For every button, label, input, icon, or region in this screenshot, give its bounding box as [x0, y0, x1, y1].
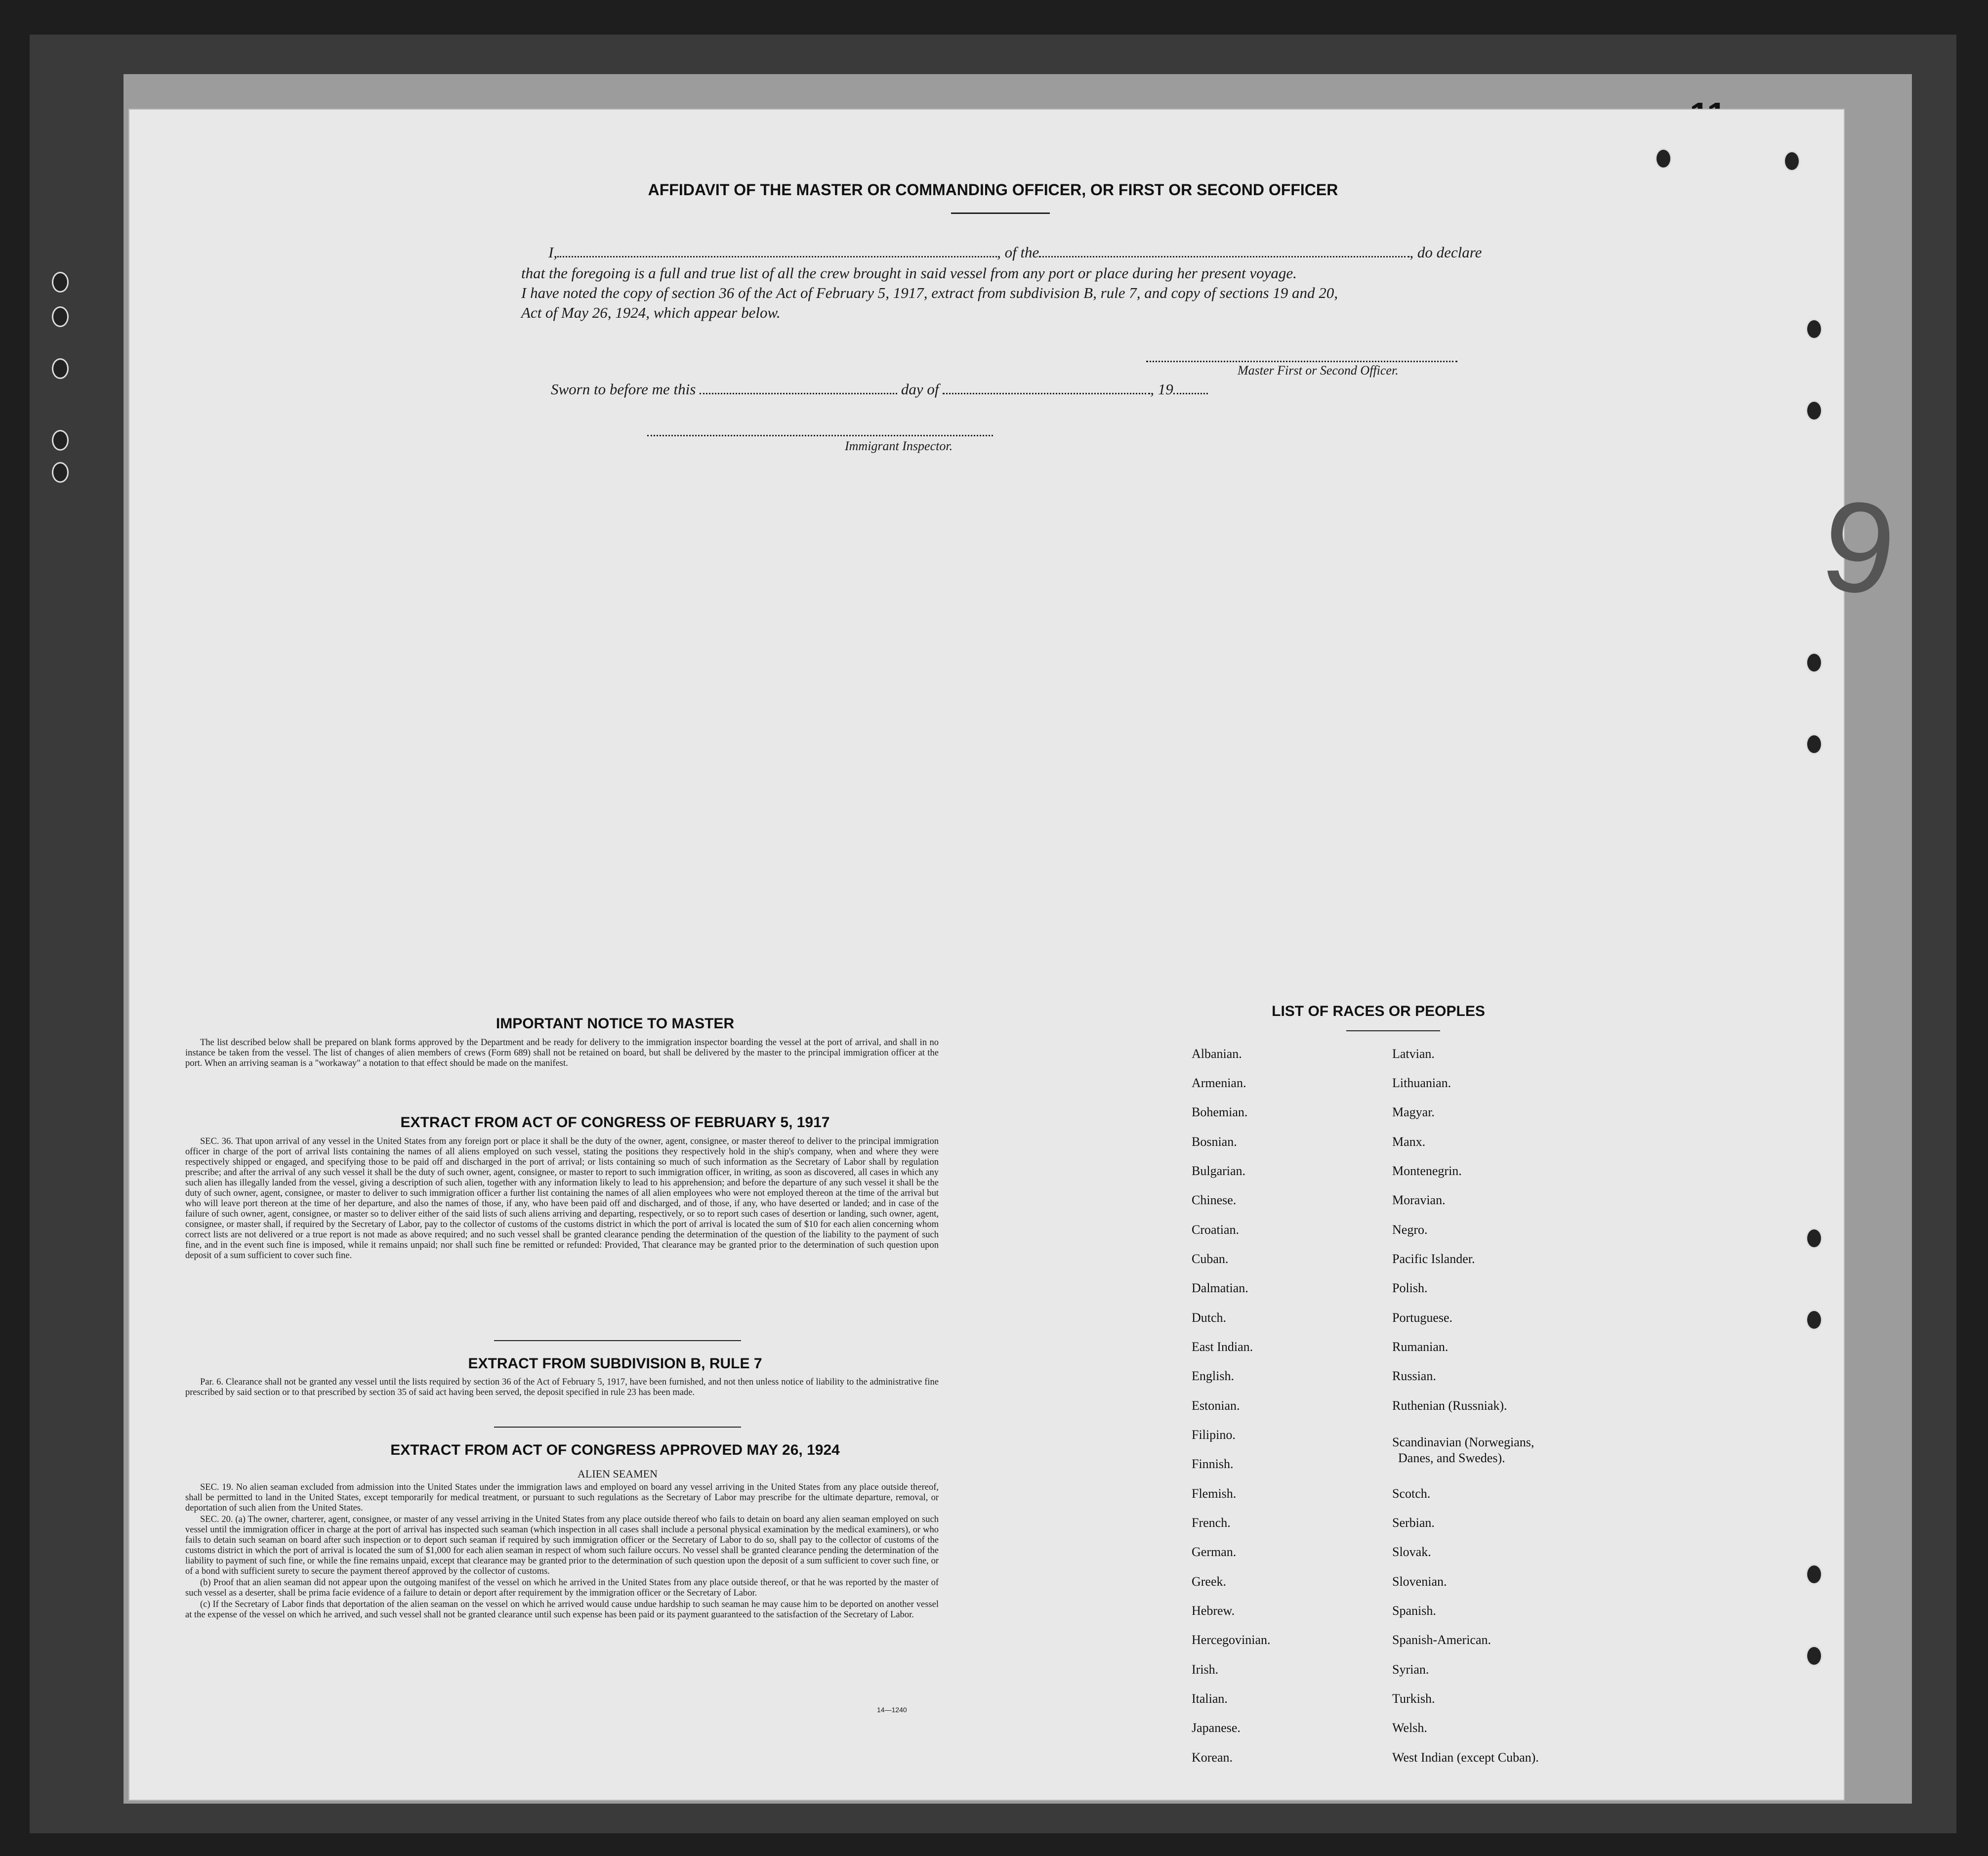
race-item: Albanian.: [1192, 1047, 1242, 1061]
extract-1917-title: EXTRACT FROM ACT OF CONGRESS OF FEBRUARY 5, 1917: [400, 1114, 830, 1131]
race-item: Chinese.: [1192, 1193, 1237, 1207]
races-title: LIST OF RACES OR PEOPLES: [1272, 1003, 1485, 1019]
sworn-prefix: Sworn to before me this: [551, 380, 696, 398]
declaration-line: [548, 244, 1482, 261]
race-item: Spanish-American.: [1392, 1633, 1491, 1647]
race-item: Italian.: [1192, 1691, 1228, 1706]
race-item: Irish.: [1192, 1662, 1219, 1677]
race-item: Portuguese.: [1392, 1310, 1453, 1325]
notice-text: The list described below shall be prepared on blank forms approved by the Department and be ready for delivery to the immigration inspector boarding the vessel at the port of arrival, and shall in no instance be taken from the vessel. The list of changes of alien members of crews (Form 689) shall not be retained on board, but shall be delivered by the master to the principal immigration officer at the port. When an arriving seaman is a "workaway" a notation to that effect should be made on the manifest.: [185, 1038, 939, 1068]
race-item: Hebrew.: [1192, 1603, 1235, 1618]
sworn-day-of: day of: [901, 380, 939, 398]
declaration-line-2: that the foregoing is a full and true list of all the crew brought in said vessel from any port or place during her present voyage.: [521, 264, 1297, 282]
extract-1917-paragraph: [185, 1137, 939, 1262]
sec-19-text: SEC. 19. No alien seaman excluded from admission into the United States under the immigration laws and employed on board any vessel arriving in the United States from any place outside thereof, shall be permitted to land in the United States, except temporarily for medical treatment, or pursuant to such regulations as the Secretary of Labor may prescribe for the ultimate departure, removal, or deportation of such alien from the United States.: [185, 1482, 939, 1513]
sworn-year-blank: [1173, 393, 1208, 394]
rule-7-paragraph: [185, 1377, 939, 1399]
race-item: Dalmatian.: [1192, 1281, 1248, 1295]
punch-hole-icon: [52, 430, 69, 451]
race-item: Filipino.: [1192, 1428, 1236, 1442]
sworn-month-blank: [943, 393, 1150, 394]
race-item: Danes, and Swedes).: [1398, 1451, 1505, 1465]
notice-paragraph: [185, 1038, 939, 1070]
alien-seamen-subtitle: ALIEN SEAMEN: [578, 1468, 658, 1480]
sec-20b-text: (b) Proof that an alien seaman did not appear upon the outgoing manifest of the vessel on which he arrived in the United States from any place outside thereof, or that he was reported by the master of such vessel as a deserter, shall be prima facie evidence of a failure to detain or deport after requirement by the immigration officer or the Secretary of Labor.: [185, 1578, 939, 1598]
race-item: Bulgarian.: [1192, 1164, 1246, 1178]
race-item: Polish.: [1392, 1281, 1428, 1295]
race-item: Ruthenian (Russniak).: [1392, 1398, 1507, 1413]
punch-hole-icon: [52, 358, 69, 379]
punch-hole-icon: [1783, 151, 1800, 171]
sec-20c-text: (c) If the Secretary of Labor finds that deportation of the alien seaman on the vessel on which he arrived would cause undue hardship to such seaman he may cause him to be deported on another vessel at the expense of the vessel on which he arrived, and such vessel shall not be granted clearance until such expense has been paid or its payment guaranteed to the satisfaction of the Secretary of Labor.: [185, 1600, 939, 1620]
race-item: Croatian.: [1192, 1223, 1240, 1237]
declaration-line-3: I have noted the copy of section 36 of the Act of February 5, 1917, extract from subdivision B, rule 7, and copy of sections 19 and 20,: [521, 284, 1338, 301]
punch-hole-icon: [52, 272, 69, 293]
race-item: Flemish.: [1192, 1486, 1237, 1501]
punch-hole-icon: [52, 462, 69, 483]
race-item: Estonian.: [1192, 1398, 1240, 1413]
race-item: East Indian.: [1192, 1340, 1253, 1354]
race-item: Manx.: [1392, 1135, 1426, 1149]
race-item: Moravian.: [1392, 1193, 1446, 1207]
race-item: Korean.: [1192, 1750, 1233, 1765]
extract-1917-text: SEC. 36. That upon arrival of any vessel in the United States from any foreign port or place it shall be the duty of the owner, agent, consignee, or master thereof to deliver to the principal immigration officer in charge of the port of arrival lists containing the names of all aliens employed on such vessel, stating the positions they respectively hold in the ship's company, when and where they were respectively shipped or engaged, and specifying those to be paid off and discharged in the port of arrival; or lists containing so much of such information as the Secretary of Labor shall by regulation prescribe; and after the arrival of any such vessel it shall be the duty of such owner, agent, consignee, or master to report to such immigration officer, in writing, as soon as discovered, all cases in which any such alien has illegally landed from the vessel, giving a description of such alien, together with any information likely to lead to his apprehension; and before the departure of any such vessel it shall be the duty of such owner, agent, consignee, or master to deliver to such immigration officer a further list containing the names of all alien employees who were not employed thereon at the time of the arrival but who will leave port thereon at the time of her departure, and also the names of those, if any, who have been paid off and discharged, and of those, if any, who have deserted or landed; and in case of the failure of such owner, agent, consignee, or master so to deliver either of the said lists of such aliens arriving and departing, respectively, or so to report such cases of desertion or landing, such owner, agent, consignee, or master shall, if required by the Secretary of Labor, pay to the collector of customs of the customs district in which the port of arrival is located the sum of $10 for each alien concerning whom correct lists are not delivered or a true report is not made as above required; and no such vessel shall be granted clearance pending the determination of the question of the liability to the payment of such fine, and in the event such fine is imposed, while it remains unpaid; nor shall such fine be remitted or refunded: Provided, That clearance may be granted prior to the determination of such question upon deposit of a sum sufficient to cover such fine.: [185, 1137, 939, 1261]
vessel-name-blank: [1039, 256, 1409, 257]
inspector-signature-line: [647, 435, 993, 436]
punch-hole-icon: [1806, 319, 1822, 339]
punch-hole-icon: [1806, 1309, 1822, 1330]
race-item: Magyar.: [1392, 1105, 1435, 1119]
sworn-day-blank: [700, 393, 897, 394]
officer-name-blank: [557, 256, 997, 257]
race-item: Cuban.: [1192, 1252, 1229, 1266]
declaration-declare: , do declare: [1409, 244, 1482, 261]
title-rule: [951, 212, 1050, 214]
punch-hole-icon: [1806, 1564, 1822, 1585]
sec-20a-text: SEC. 20. (a) The owner, charterer, agent, consignee, or master of any vessel arriving in the United States from any place outside thereof who fails to detain on board any alien seaman employed on such vessel until the immigration officer in charge at the port of arrival has inspected such seaman (which inspection in all cases shall include a personal physical examination by the medical examiners), or who fails to detain such seaman on board after such inspection or to deport such seaman if required by such immigration officer or the Secretary of Labor to do so, shall pay to the collector of customs of the customs district in which the port of arrival is located the sum of $1,000 for each alien seaman in respect of whom such failure occurs. No vessel shall be granted clearance pending the determination of the liability to payment of such fine, or while the fine remains unpaid, except that clearance may be granted prior to the determination of such question upon the deposit of a sum sufficient to cover such fine, or of a bond with sufficient surety to secure the payment thereof approved by the collector of customs.: [185, 1515, 939, 1576]
declaration-i: I,: [548, 244, 558, 261]
rule-7-title: EXTRACT FROM SUBDIVISION B, RULE 7: [468, 1355, 762, 1372]
affidavit-title: AFFIDAVIT OF THE MASTER OR COMMANDING OFFICER, OR FIRST OR SECOND OFFICER: [648, 181, 1338, 199]
race-item: Finnish.: [1192, 1457, 1234, 1471]
race-item: English.: [1192, 1369, 1234, 1383]
punch-hole-icon: [1655, 148, 1672, 169]
sworn-year: , 19: [1150, 380, 1173, 398]
section-rule: [494, 1427, 741, 1428]
race-item: Serbian.: [1392, 1516, 1435, 1530]
race-item: Scandinavian (Norwegians,: [1392, 1435, 1534, 1449]
race-item: Russian.: [1392, 1369, 1436, 1383]
race-item: Turkish.: [1392, 1691, 1435, 1706]
race-item: Pacific Islander.: [1392, 1252, 1475, 1266]
race-item: Scotch.: [1392, 1486, 1431, 1501]
punch-hole-icon: [1806, 652, 1822, 673]
race-item: Latvian.: [1392, 1047, 1435, 1061]
punch-hole-icon: [52, 306, 69, 327]
punch-hole-icon: [1806, 734, 1822, 755]
rule-7-text: Par. 6. Clearance shall not be granted any vessel until the lists required by section 36 of the Act of February 5, 1917, have been furnished, and not then unless notice of liability to the administrative fine prescribed by said section or to that prescribed by section 35 of said act having been served, the deposit specified in rule 23 has been made.: [185, 1377, 939, 1397]
race-item: Slovak.: [1392, 1545, 1431, 1559]
inspector-signature-label: Immigrant Inspector.: [845, 439, 953, 453]
extract-1924-title: EXTRACT FROM ACT OF CONGRESS APPROVED MAY 26, 1924: [390, 1442, 840, 1458]
declaration-of-the: , of the: [997, 244, 1039, 261]
handwritten-margin-number: 9: [1813, 472, 1905, 624]
race-item: German.: [1192, 1545, 1237, 1559]
punch-hole-icon: [1806, 400, 1822, 421]
form-code: 14—1240: [877, 1706, 907, 1714]
race-item: Rumanian.: [1392, 1340, 1449, 1354]
extract-1924-paragraphs: [185, 1482, 939, 1621]
race-item: Lithuanian.: [1392, 1076, 1451, 1090]
race-item: Negro.: [1392, 1223, 1428, 1237]
race-item: Dutch.: [1192, 1310, 1227, 1325]
punch-hole-icon: [1806, 1228, 1822, 1249]
notice-title: IMPORTANT NOTICE TO MASTER: [496, 1015, 735, 1032]
master-signature-label: Master First or Second Officer.: [1238, 363, 1399, 378]
section-rule: [494, 1340, 741, 1341]
race-item: West Indian (except Cuban).: [1392, 1750, 1539, 1765]
declaration-line-4: Act of May 26, 1924, which appear below.: [521, 304, 781, 321]
race-item: Hercegovinian.: [1192, 1633, 1271, 1647]
race-item: Bohemian.: [1192, 1105, 1248, 1119]
races-rule: [1346, 1030, 1440, 1031]
race-item: Greek.: [1192, 1574, 1227, 1589]
race-item: Japanese.: [1192, 1721, 1241, 1735]
master-signature-line: [1146, 361, 1457, 362]
race-item: French.: [1192, 1516, 1231, 1530]
sworn-line: [551, 380, 1208, 398]
punch-hole-icon: [1806, 1645, 1822, 1666]
race-item: Montenegrin.: [1392, 1164, 1462, 1178]
race-item: Spanish.: [1392, 1603, 1436, 1618]
race-item: Syrian.: [1392, 1662, 1429, 1677]
race-item: Bosnian.: [1192, 1135, 1237, 1149]
race-item: Slovenian.: [1392, 1574, 1447, 1589]
race-item: Armenian.: [1192, 1076, 1246, 1090]
race-item: Welsh.: [1392, 1721, 1427, 1735]
